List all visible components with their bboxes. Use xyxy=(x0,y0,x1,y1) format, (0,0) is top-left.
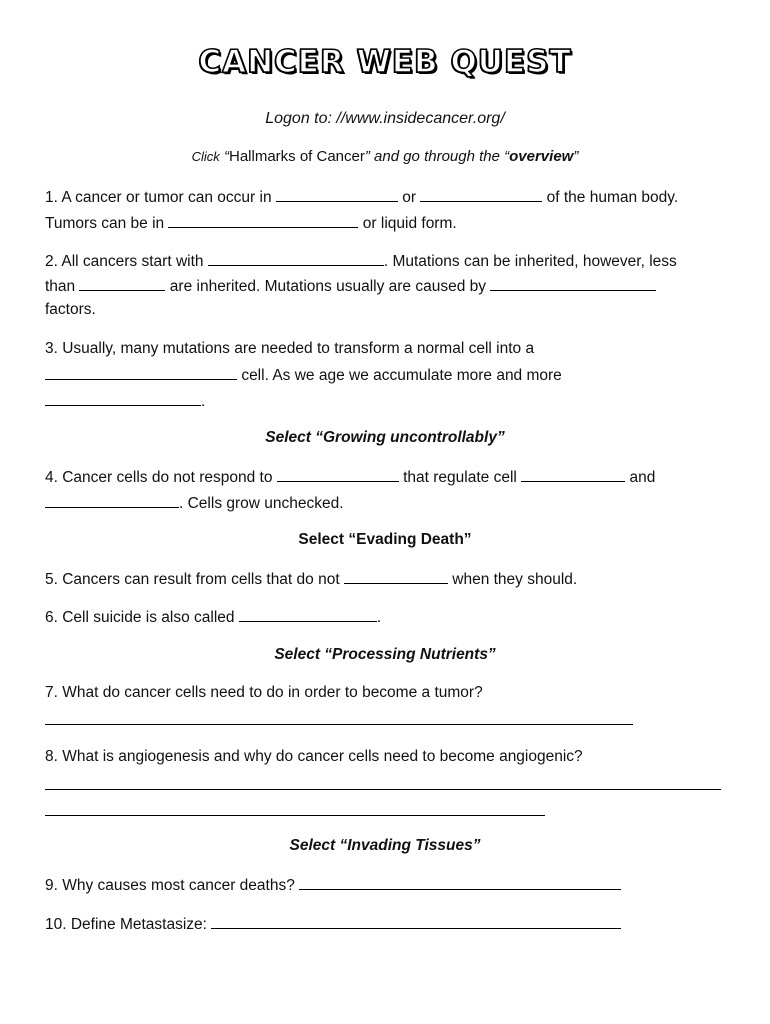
question-3-line-1: 3. Usually, many mutations are needed to transform a normal cell into a xyxy=(45,340,535,357)
answer-blank[interactable] xyxy=(420,187,542,202)
question-1-line-2 xyxy=(45,213,457,233)
answer-blank[interactable] xyxy=(79,276,165,291)
click-instruction xyxy=(0,148,770,165)
section-processing-nutrients: Select “Processing Nutrients” xyxy=(274,646,496,663)
question-2-line-3: factors. xyxy=(45,301,96,318)
answer-blank[interactable] xyxy=(277,467,399,482)
q4-text-d: . Cells grow unchecked. xyxy=(179,495,344,512)
section-growing-uncontrollably: Select “Growing uncontrollably” xyxy=(265,429,505,446)
q1-text-a: 1. A cancer or tumor can occur in xyxy=(45,189,272,206)
click-prefix: Click xyxy=(191,149,220,164)
question-3-line-2 xyxy=(45,365,562,385)
answer-blank[interactable] xyxy=(521,467,625,482)
q1-text-b: or xyxy=(402,189,417,206)
answer-line[interactable] xyxy=(45,789,721,790)
question-3-line-3 xyxy=(45,391,205,411)
question-5 xyxy=(45,569,577,589)
question-4-line-1 xyxy=(45,467,655,487)
q9-text: 9. Why causes most cancer deaths? xyxy=(45,877,295,894)
answer-blank[interactable] xyxy=(344,569,448,584)
q5-text-b: when they should. xyxy=(452,571,578,588)
question-6 xyxy=(45,607,381,627)
q10-text: 10. Define Metastasize: xyxy=(45,916,207,933)
q3-text-b: cell. As we age we accumulate more and more xyxy=(241,367,562,384)
q4-text-a: 4. Cancer cells do not respond to xyxy=(45,469,273,486)
close-quote: ” xyxy=(573,148,579,165)
question-10 xyxy=(45,914,621,934)
logon-line: Logon to: //www.insidecancer.org/ xyxy=(265,110,505,127)
answer-blank[interactable] xyxy=(45,493,179,508)
q4-text-c: and xyxy=(629,469,656,486)
page-title: CANCER WEB QUEST xyxy=(198,44,572,80)
q1-text-e: or liquid form. xyxy=(362,215,457,232)
q1-text-c: of the human body. xyxy=(546,189,679,206)
answer-blank[interactable] xyxy=(276,187,398,202)
click-middle: ” and go through the “ xyxy=(364,148,510,165)
answer-blank[interactable] xyxy=(299,875,621,890)
question-1-line-1 xyxy=(45,187,678,207)
q1-text-d: Tumors can be in xyxy=(45,215,165,232)
section-evading-death: Select “Evading Death” xyxy=(298,531,472,548)
overview-text: overview xyxy=(509,148,574,165)
section-invading-tissues: Select “Invading Tissues” xyxy=(289,837,481,854)
question-7: 7. What do cancer cells need to do in order to become a tumor? xyxy=(45,684,483,701)
open-quote: “ xyxy=(219,148,229,165)
answer-blank[interactable] xyxy=(45,365,237,380)
answer-blank[interactable] xyxy=(211,914,621,929)
q5-text-a: 5. Cancers can result from cells that do not xyxy=(45,571,340,588)
question-8: 8. What is angiogenesis and why do cancer cells need to become angiogenic? xyxy=(45,748,583,765)
q6-text-a: 6. Cell suicide is also called xyxy=(45,609,235,626)
answer-blank[interactable] xyxy=(45,391,201,406)
question-9 xyxy=(45,875,621,895)
q2-text-d: are inherited. Mutations usually are caused by xyxy=(169,278,487,295)
question-4-line-2 xyxy=(45,493,344,513)
question-2-line-2 xyxy=(45,276,656,296)
answer-blank[interactable] xyxy=(239,607,377,622)
q2-text-a: 2. All cancers start with xyxy=(45,253,204,270)
hallmarks-link-text: Hallmarks of Cancer xyxy=(228,148,365,165)
q6-text-b: . xyxy=(376,609,382,626)
answer-blank[interactable] xyxy=(208,251,384,266)
q3-text-c: . xyxy=(201,393,206,410)
answer-line[interactable] xyxy=(45,815,545,816)
question-2-line-1 xyxy=(45,251,677,271)
answer-line[interactable] xyxy=(45,724,633,725)
answer-blank[interactable] xyxy=(490,276,656,291)
q2-text-b: . Mutations can be inherited, however, less xyxy=(383,253,677,270)
q4-text-b: that regulate cell xyxy=(403,469,517,486)
answer-blank[interactable] xyxy=(168,213,358,228)
q2-text-c: than xyxy=(45,278,76,295)
